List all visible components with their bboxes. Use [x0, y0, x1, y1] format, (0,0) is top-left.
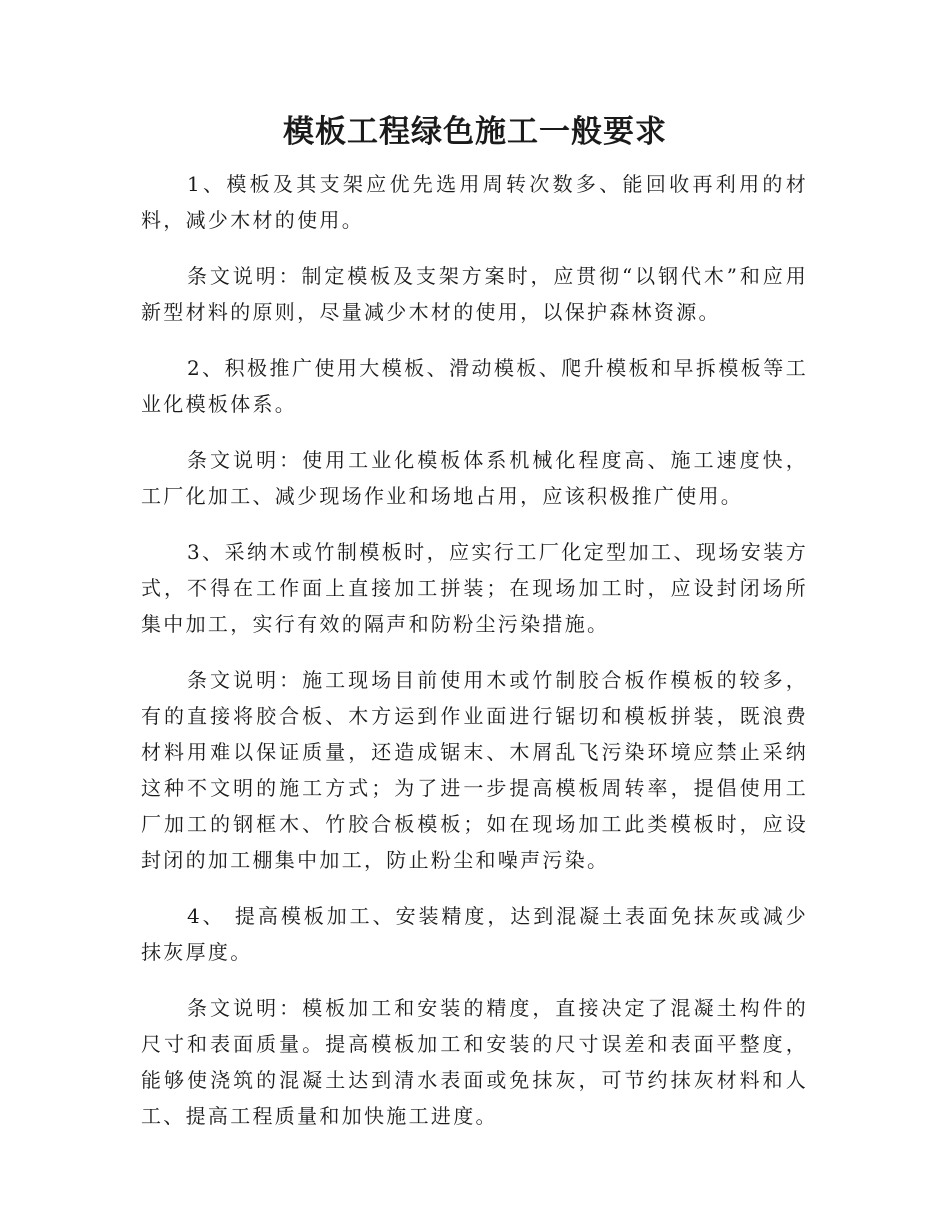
document-body: [141, 166, 808, 1154]
clause-1: 1、模板及其支架应优先选用周转次数多、能回收再利用的材料，减少木材的使用。: [141, 172, 808, 232]
clause-4-explanation: 条文说明：模板加工和安装的精度，直接决定了混凝土构件的尺寸和表面质量。提高模板加工和安装的尺寸误差和表面平整度，能够使浇筑的混凝土达到清水表面或免抹灰，可节约抹灰材料和人工、提高工程质量和加快施工进度。: [141, 996, 808, 1128]
clause-2: 2、积极推广使用大模板、滑动模板、爬升模板和早拆模板等工业化模板体系。: [141, 356, 808, 416]
clause-4: 4、 提高模板加工、安装精度，达到混凝土表面免抹灰或减少抹灰厚度。: [141, 904, 808, 964]
clause-1-explanation: 条文说明：制定模板及支架方案时，应贯彻“以钢代木”和应用新型材料的原则，尽量减少木材的使用，以保护森林资源。: [141, 264, 808, 324]
clause-2-explanation: 条文说明：使用工业化模板体系机械化程度高、施工速度快，工厂化加工、减少现场作业和场地占用，应该积极推广使用。: [141, 448, 808, 508]
clause-3: 3、采纳木或竹制模板时，应实行工厂化定型加工、现场安装方式，不得在工作面上直接加工拼装；在现场加工时，应设封闭场所集中加工，实行有效的隔声和防粉尘污染措施。: [141, 540, 808, 636]
clause-3-explanation: 条文说明：施工现场目前使用木或竹制胶合板作模板的较多，有的直接将胶合板、木方运到作业面进行锯切和模板拼装，既浪费材料用难以保证质量，还造成锯末、木屑乱飞污染环境应禁止采纳这种不文明的施工方式；为了进一步提高模板周转率，提倡使用工厂加工的钢框木、竹胶合板模板；如在现场加工此类模板时，应设封闭的加工棚集中加工，防止粉尘和噪声污染。: [141, 668, 808, 872]
document-title: 模板工程绿色施工一般要求: [283, 114, 667, 150]
